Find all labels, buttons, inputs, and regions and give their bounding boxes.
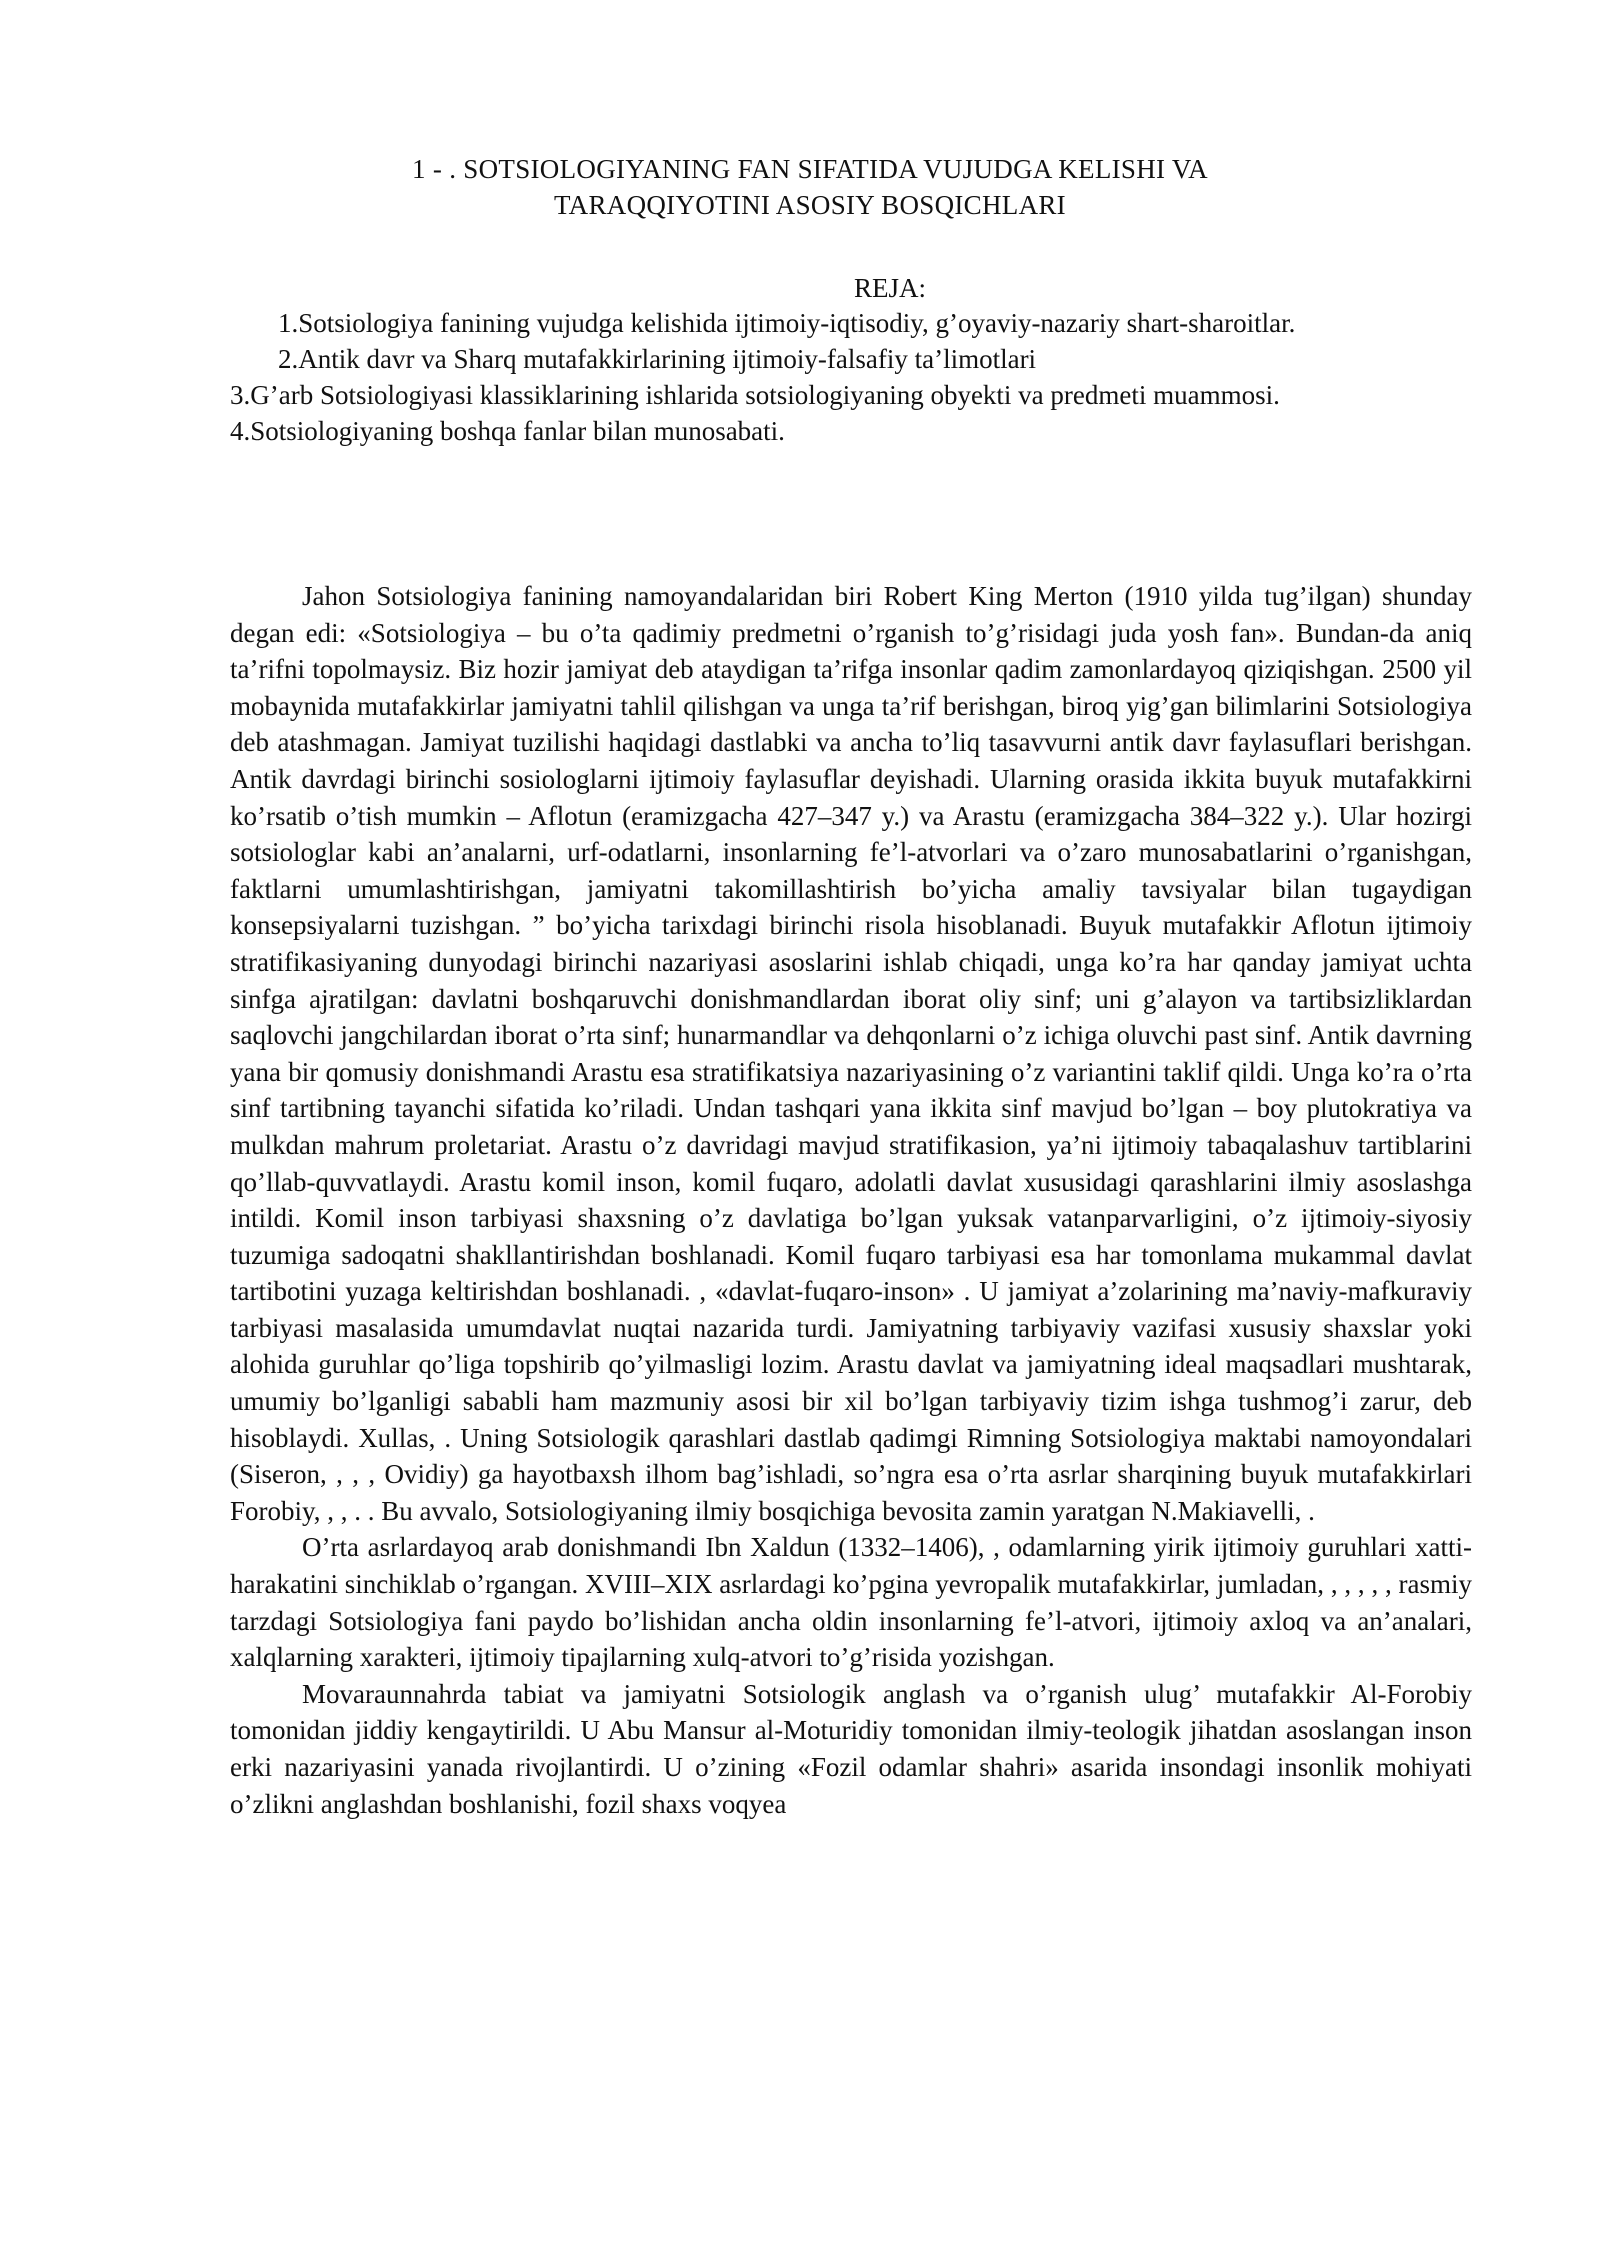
paragraph: O’rta asrlardayoq arab donishmandi Ibn Xaldun (1332–1406), , odamlarning yirik ijtimoiy guruhlari xatti-harakatini sinchiklab o’rgangan. XVIII–XIX asrlardagi ko’pgina yevropalik mutafakkirlar, jumladan, , , , , , rasmiy tarzdagi Sotsiologiya fani paydo bo’lishidan ancha oldin insonlarning fe’l-atvori, ijtimoiy axloq va an’analari, xalqlarning xarakteri, ijtimoiy tipajlarning xulq-atvori to’g’risida yozishgan.	[230, 1532, 1472, 1673]
paragraph: Jahon Sotsiologiya fanining namoyandalaridan biri Robert King Merton (1910 yilda tug’ilgan) shunday degan edi: «Sotsiologiya – bu o’ta qadimiy predmetni o’rganish to’g’risidagi juda yosh fan». Bundan-da aniq ta’rifni topolmaysiz. Biz hozir jamiyat deb ataydigan ta’rifga insonlar qadim zamonlardayoq qiziqishgan. 2500 yil mobaynida mutafakkirlar jamiyatni tahlil qilishgan va unga ta’rif berishgan, biroq yig’gan bilimlarini Sotsiologiya deb atashmagan. Jamiyat tuzilishi haqidagi dastlabki va ancha to’liq tasavvurni antik davr faylasuflari berishgan. Antik davrdagi birinchi sosiologlarni ijtimoiy faylasuflar deyishadi. Ularning orasida ikkita buyuk mutafakkirni ko’rsatib o’tish mumkin – Aflotun (eramizgacha 427–347 y.) va Arastu (eramizgacha 384–322 y.). Ular hozirgi sotsiologlar kabi an’analarni, urf-odatlarni, insonlarning fe’l-atvorlari va o’zaro munosabatlarini o’rganishgan, faktlarni umumlashtirishgan, jamiyatni takomillashtirish bo’yicha amaliy tavsiyalar bilan tugaydigan konsepsiyalarni tuzishgan. ” bo’yicha tarixdagi birinchi risola hisoblanadi. Buyuk mutafakkir Aflotun ijtimoiy stratifikasiyaning dunyodagi birinchi nazariyasi asoslarini ishlab chiqadi, unga ko’ra har qanday jamiyat uchta sinfga ajratilgan: davlatni boshqaruvchi donishmandlardan iborat oliy sinf; uni g’alayon va tartibsizliklardan saqlovchi jangchilardan iborat o’rta sinf; hunarmandlar va dehqonlarni o’z ichiga oluvchi past sinf. Antik davrning yana bir qomusiy donishmandi Arastu esa stratifikatsiya nazariyasining o’z variantini taklif qildi. Unga ko’ra o’rta sinf tartibning tayanchi sifatida ko’riladi. Undan tashqari yana ikkita sinf mavjud bo’lgan – boy plutokratiya va mulkdan mahrum proletariat. Arastu o’z davridagi mavjud stratifikasion, ya’ni ijtimoiy tabaqalashuv tartiblarini qo’llab-quvvatlaydi. Arastu komil inson, komil fuqaro, adolatli davlat xususidagi qarashlarini ilmiy asoslashga intildi. Komil inson tarbiyasi shaxsning o’z davlatiga bo’lgan yuksak vatanparvarligini, o’z ijtimoiy-siyosiy tuzumiga sadoqatni shakllantirishdan boshlanadi. Komil fuqaro tarbiyasi esa har tomonlama mukammal davlat tartibotini yuzaga keltirishdan boshlanadi. , «davlat-fuqaro-inson» . U jamiyat a’zolarining ma’naviy-mafkuraviy tarbiyasi masalasida umumdavlat nuqtai nazarida turdi. Jamiyatning tarbiyaviy vazifasi xususiy shaxslar yoki alohida guruhlar qo’liga topshirib qo’yilmasligi lozim. Arastu davlat va jamiyatning ideal maqsadlari mushtarak, umumiy bo’lganligi sababli ham mazmuniy asosi bir xil bo’lgan tarbiyaviy tizim ishga tushmog’i zarur, deb hisoblaydi. Xullas, . Uning Sotsiologik qarashlari dastlab qadimgi Rimning Sotsiologiya maktabi namoyondalari (Siseron, , , , Ovidiy) ga hayotbaxsh ilhom bag’ishladi, so’ngra esa o’rta asrlar sharqining buyuk mutafakkirlari Forobiy, , , . . Bu avvalo, Sotsiologiyaning ilmiy bosqichiga bevosita zamin yaratgan N.Makiavelli, .	[230, 581, 1472, 1526]
plan-item: 2.Antik davr va Sharq mutafakkirlarining ijtimoiy-falsafiy ta’limotlari	[278, 344, 1037, 374]
plan-list	[228, 305, 1488, 449]
title-line-1: 1 - . SOTSIOLOGIYANING FAN SIFATIDA VUJUDGA KELISHI VA	[412, 154, 1208, 184]
title-line-2: TARAQQIYOTINI ASOSIY BOSQICHLARI	[554, 190, 1066, 220]
plan-item: 4.Sotsiologiyaning boshqa fanlar bilan munosabati.	[230, 416, 785, 446]
plan-heading: REJA:	[853, 273, 926, 303]
document-title	[230, 151, 1390, 223]
paragraph: Movaraunnahrda tabiat va jamiyatni Sotsiologik anglash va o’rganish ulug’ mutafakkir Al-Forobiy tomonidan jiddiy kengaytirildi. U Abu Mansur al-Moturidiy tomonidan ilmiy-teologik jihatdan asoslangan inson erki nazariyasini yanada rivojlantirdi. U o’zining «Fozil odamlar shahri» asarida insondagi insonlik mohiyati o’zlikni anglashdan boshlanishi, fozil shaxs voqyea	[230, 1678, 1472, 1819]
plan-item: 3.G’arb Sotsiologiyasi klassiklarining ishlarida sotsiologiyaning obyekti va predmeti muammosi.	[230, 380, 1280, 410]
plan-item: 1.Sotsiologiya fanining vujudga kelishida ijtimoiy-iqtisodiy, g’oyaviy-nazariy shart-sharoitlar.	[278, 308, 1296, 338]
body-text	[230, 578, 1472, 1822]
